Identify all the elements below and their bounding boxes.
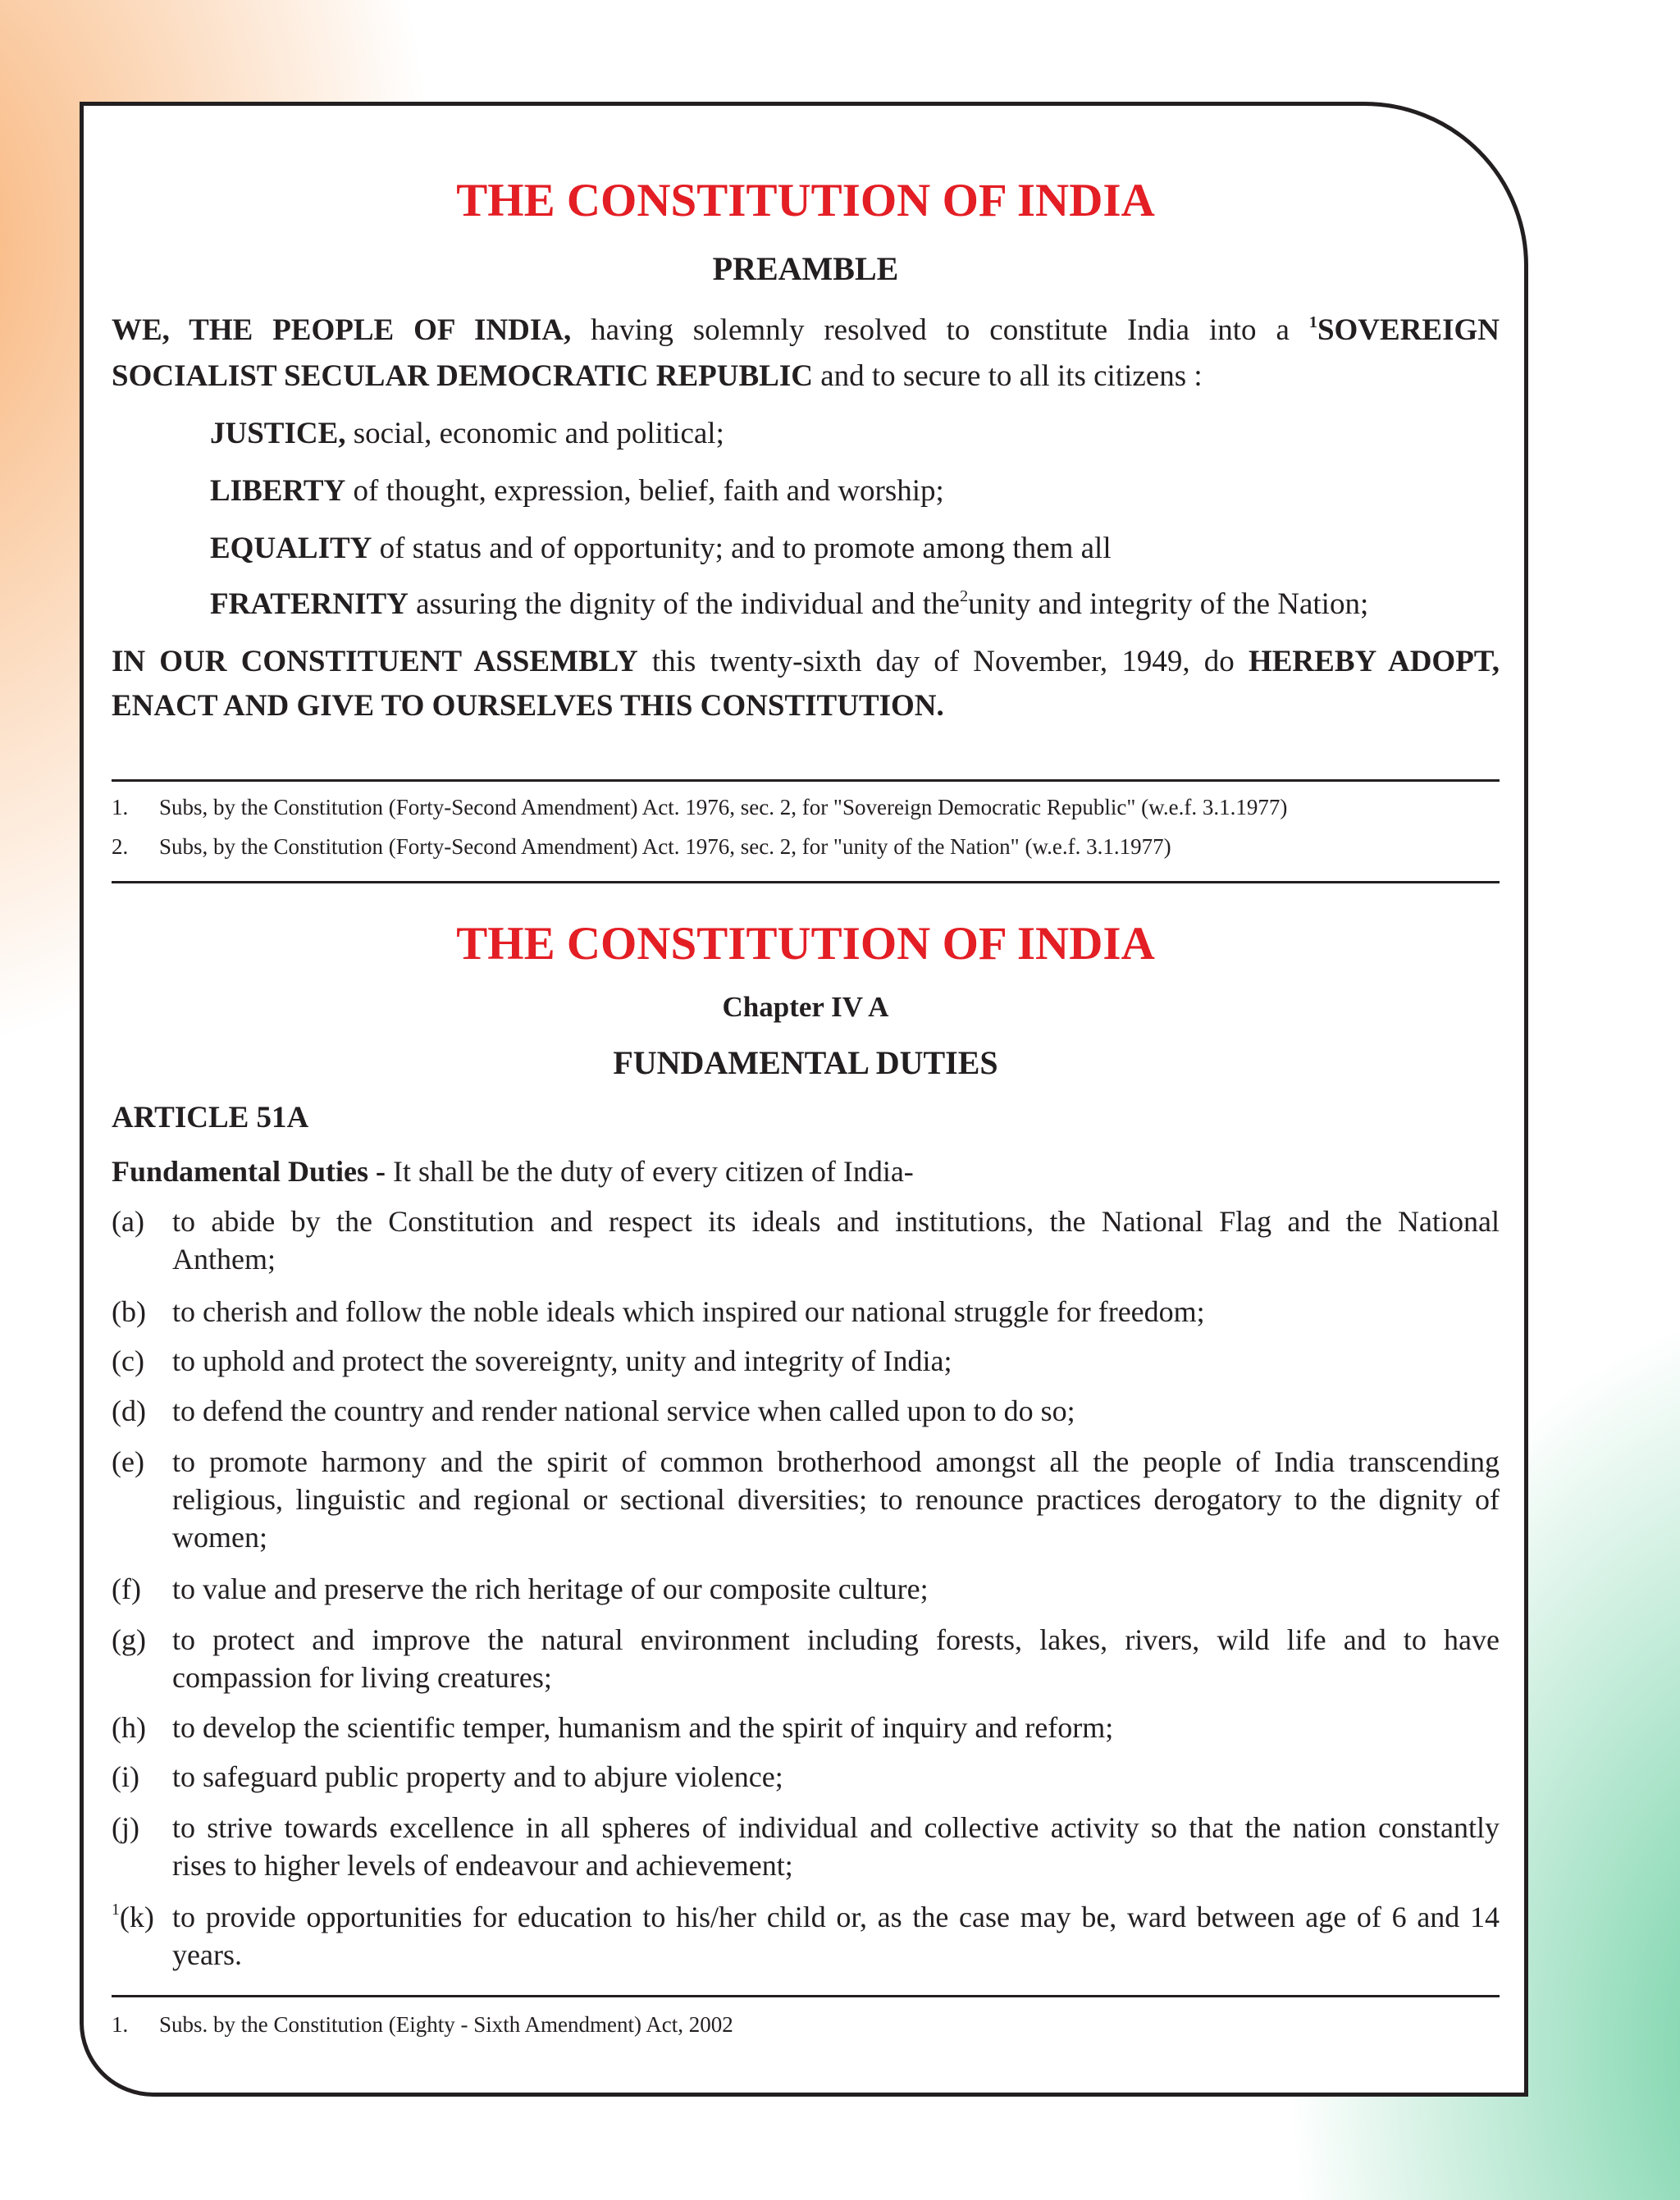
duty-line: to cherish and follow the noble ideals which inspired our national struggle for freedom; — [172, 1295, 1205, 1328]
duty-line: to promote harmony and the spirit of common brotherhood amongst all the people of India transcending — [172, 1445, 1500, 1478]
footnote-num: 1. — [112, 795, 129, 819]
ideal-term: LIBERTY — [210, 474, 346, 508]
preamble-intro-bold-sovereign: SOVEREIGN — [1317, 313, 1500, 347]
duty-line: to uphold and protect the sovereignty, unity and integrity of India; — [172, 1344, 952, 1377]
duty-line: women; — [172, 1521, 267, 1554]
preamble-intro-line-2 — [112, 354, 1500, 399]
duty-label: (c) — [112, 1344, 144, 1377]
preamble-heading: PREAMBLE — [712, 250, 899, 287]
closing-bold: IN OUR CONSTITUENT ASSEMBLY — [112, 645, 638, 678]
closing-bold-2: HEREBY ADOPT, — [1248, 645, 1500, 678]
preamble-intro-text: having solemnly resolved to constitute India into a — [571, 313, 1309, 347]
ideal-text: of status and of opportunity; and to promote among them all — [372, 532, 1112, 565]
footnote-num: 1. — [112, 2012, 129, 2037]
divider — [112, 1995, 1500, 1997]
preamble-republic-text: and to secure to all its citizens : — [812, 359, 1203, 393]
duty-line: years. — [172, 1938, 242, 1971]
preamble-intro-line-1 — [112, 308, 1500, 353]
duties-lead-bold: Fundamental Duties - — [112, 1155, 386, 1188]
duty-label: (a) — [112, 1205, 144, 1238]
closing-text: this twenty-sixth day of November, 1949, do — [637, 645, 1249, 678]
chapter-heading: Chapter IV A — [722, 991, 889, 1023]
duty-line: to strive towards excellence in all spheres of individual and collective activity so that the nation constantly — [172, 1811, 1500, 1844]
duty-line: to defend the country and render national service when called upon to do so; — [172, 1394, 1075, 1427]
footnote-text: Subs, by the Constitution (Forty-Second Amendment) Act. 1976, sec. 2, for "Sovereign Democratic Republic" (w.e.f. 3.1.1977) — [159, 795, 1288, 819]
preamble-republic-bold: SOCIALIST SECULAR DEMOCRATIC REPUBLIC — [112, 359, 813, 393]
duty-label: (h) — [112, 1711, 146, 1744]
ideal-text: social, economic and political; — [345, 417, 724, 450]
footnote-text: Subs, by the Constitution (Forty-Second Amendment) Act. 1976, sec. 2, for "unity of the Nation" (w.e.f. 3.1.1977) — [159, 834, 1171, 859]
duty-label: (e) — [112, 1445, 144, 1478]
duty-label: (g) — [112, 1623, 146, 1656]
duty-label: (d) — [112, 1394, 146, 1427]
duty-label: (f) — [112, 1572, 141, 1605]
duties-lead — [112, 1151, 914, 1192]
duty-label: (b) — [112, 1295, 146, 1328]
ideal-text: of thought, expression, belief, faith and worship; — [345, 474, 944, 508]
footnote-amendment — [112, 2010, 733, 2039]
footnote-ref-1: 1 — [112, 1901, 120, 1919]
ideal-term: FRATERNITY — [210, 587, 409, 621]
footnote-ref-2: 2 — [959, 587, 969, 605]
preamble-title: THE CONSTITUTION OF INDIA — [456, 175, 1155, 226]
footnote-text: Subs. by the Constitution (Eighty - Sixth Amendment) Act, 2002 — [159, 2012, 733, 2037]
divider — [112, 881, 1500, 883]
footnote-1 — [112, 792, 1287, 822]
duty-label-text: (k) — [119, 1901, 154, 1933]
divider — [112, 779, 1500, 782]
ideal-term: JUSTICE, — [210, 417, 346, 450]
duty-line: to abide by the Constitution and respect its ideals and institutions, the National Flag and the National — [172, 1205, 1500, 1238]
ideal-equality — [210, 527, 1112, 571]
duty-line: to protect and improve the natural environment including forests, lakes, rivers, wild life and to have — [172, 1623, 1500, 1656]
duties-heading: FUNDAMENTAL DUTIES — [613, 1044, 998, 1081]
ideal-text-2: unity and integrity of the Nation; — [968, 587, 1369, 621]
duties-title: THE CONSTITUTION OF INDIA — [456, 918, 1155, 970]
duty-line: religious, linguistic and regional or sectional diversities; to renounce practices derogatory to the dignity of — [172, 1483, 1500, 1516]
footnote-2 — [112, 832, 1171, 861]
footnote-num: 2. — [112, 834, 129, 859]
duty-line: to value and preserve the rich heritage of our composite culture; — [172, 1572, 929, 1605]
ideal-text: assuring the dignity of the individual and the — [408, 587, 960, 621]
ideal-fraternity — [210, 582, 1368, 627]
footnote-ref-1: 1 — [1308, 313, 1317, 331]
duty-label: (i) — [112, 1760, 139, 1793]
preamble-intro-bold: WE, THE PEOPLE OF INDIA, — [112, 313, 572, 347]
ideal-justice — [210, 412, 724, 456]
duty-line: to safeguard public property and to abjure violence; — [172, 1760, 783, 1793]
ideal-term: EQUALITY — [210, 532, 372, 565]
duty-line: to develop the scientific temper, humanism and the spirit of inquiry and reform; — [172, 1711, 1114, 1744]
duty-label — [112, 1898, 154, 1936]
duties-lead-text: It shall be the duty of every citizen of India- — [386, 1155, 914, 1188]
preamble-closing-line-2: ENACT AND GIVE TO OURSELVES THIS CONSTITUTION. — [112, 689, 944, 723]
duty-line: Anthem; — [172, 1243, 276, 1276]
duty-line: rises to higher levels of endeavour and achievement; — [172, 1849, 793, 1882]
article-heading: ARTICLE 51A — [112, 1101, 309, 1134]
preamble-closing-line-1 — [112, 640, 1500, 684]
duty-line: compassion for living creatures; — [172, 1661, 552, 1694]
ideal-liberty — [210, 469, 944, 513]
duty-line: to provide opportunities for education to his/her child or, as the case may be, ward between age of 6 and 14 — [172, 1901, 1500, 1933]
duty-label: (j) — [112, 1811, 139, 1844]
